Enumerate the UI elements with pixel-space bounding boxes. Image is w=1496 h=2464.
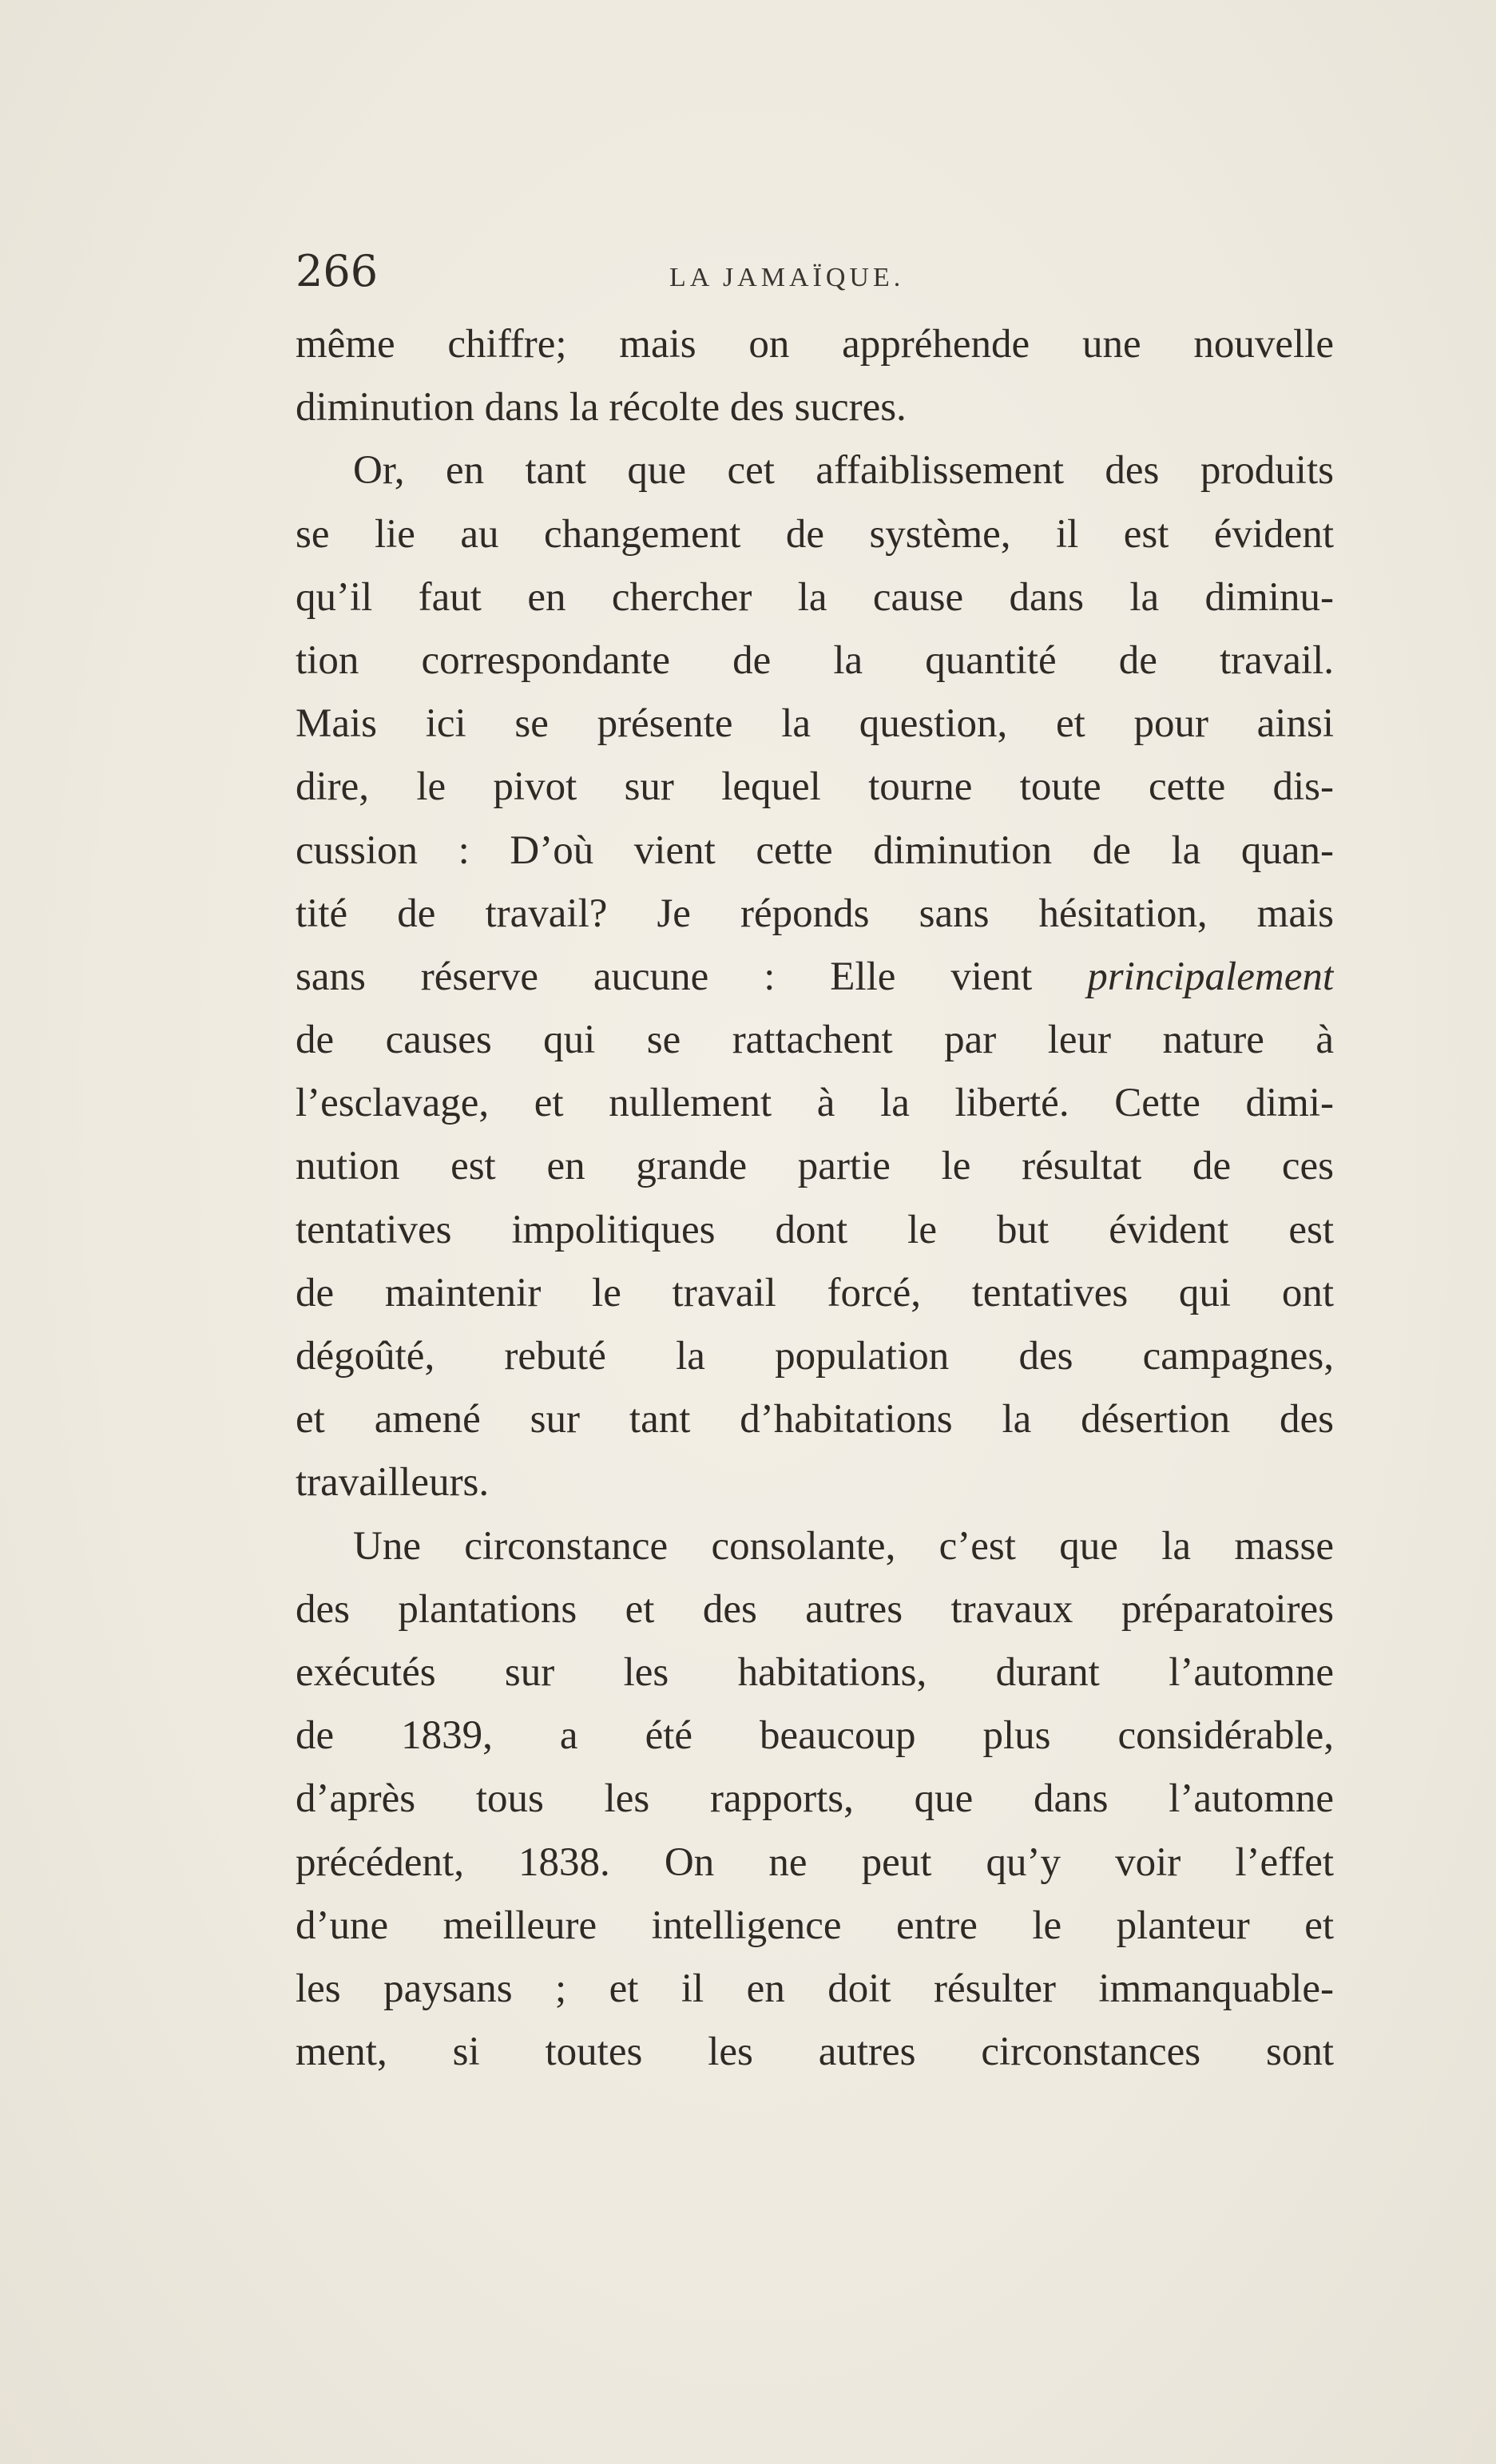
text-line: travailleurs. xyxy=(296,1460,490,1506)
text-line: tentatives impolitiques dont le but évident est xyxy=(296,1207,1334,1252)
text-line: de maintenir le travail forcé, tentatives qui ont xyxy=(296,1270,1334,1315)
text-line: exécutés sur les habitations, durant l’automne xyxy=(296,1649,1334,1695)
text-line: d’après tous les rapports, que dans l’automne xyxy=(296,1776,1334,1822)
text-line: Or, en tant que cet affaiblissement des produits xyxy=(353,448,1334,494)
text-line: des plantations et des autres travaux préparatoires xyxy=(296,1586,1334,1632)
text-line: ment, si toutes les autres circonstances sont xyxy=(296,2030,1334,2075)
text-line: les paysans ; et il en doit résulter immanquable- xyxy=(296,1966,1334,2011)
text-line: diminution dans la récolte des sucres. xyxy=(296,385,907,431)
text-line: et amené sur tant d’habitations la désertion des xyxy=(296,1397,1334,1442)
text-line: nution est en grande partie le résultat de ces xyxy=(296,1144,1334,1189)
text-line: cussion : D’où vient cette diminution de la quan- xyxy=(296,827,1334,873)
italic-word: principalement xyxy=(1087,954,1334,999)
text-line: se lie au changement de système, il est évident xyxy=(296,511,1334,557)
text-line-with-italic xyxy=(296,946,1334,1009)
text-line: précédent, 1838. On ne peut qu’y voir l’effet xyxy=(296,1839,1334,1885)
running-head: LA JAMAÏQUE. xyxy=(669,263,905,292)
text-line: l’esclavage, et nullement à la liberté. Cette dimi- xyxy=(296,1081,1334,1126)
text-line: de causes qui se rattachent par leur nature à xyxy=(296,1018,1334,1063)
text-run: sans réserve aucune : Elle vient xyxy=(296,954,1088,999)
text-line: Une circonstance consolante, c’est que la masse xyxy=(353,1523,1334,1569)
text-line: dire, le pivot sur lequel tourne toute cette dis- xyxy=(296,764,1334,810)
text-line: même chiffre; mais on appréhende une nouvelle xyxy=(296,322,1334,367)
text-line: tité de travail? Je réponds sans hésitation, mais xyxy=(296,891,1334,936)
body-text xyxy=(296,313,1334,2084)
text-line: qu’il faut en chercher la cause dans la diminu- xyxy=(296,574,1334,620)
text-line: tion correspondante de la quantité de travail. xyxy=(296,637,1334,683)
text-line: dégoûté, rebuté la population des campagnes, xyxy=(296,1334,1334,1379)
page-number: 266 xyxy=(296,246,379,296)
text-line: de 1839, a été beaucoup plus considérable, xyxy=(296,1713,1334,1759)
text-line: d’une meilleure intelligence entre le planteur et xyxy=(296,1903,1334,1948)
page-header xyxy=(296,240,1334,304)
text-line: Mais ici se présente la question, et pour ainsi xyxy=(296,701,1334,747)
